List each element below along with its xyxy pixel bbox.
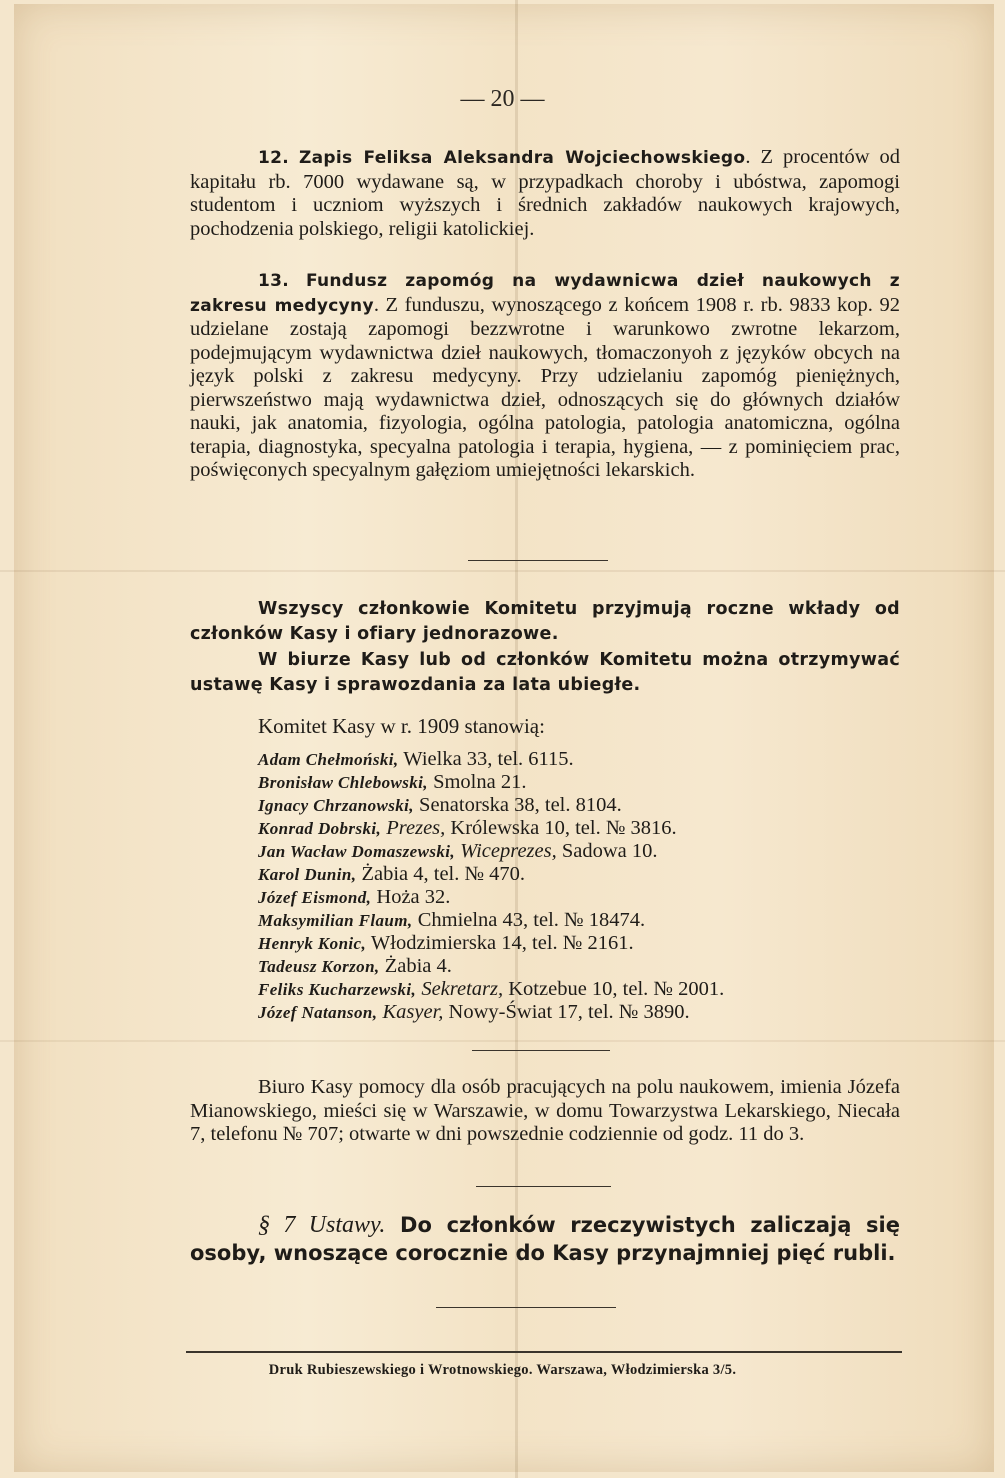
committee-member: Konrad Dobrski, Prezes, Królewska 10, tel. № 3816. [258,817,677,839]
page-number: — 20 — [460,86,545,112]
divider-rule [468,560,608,561]
statute-text: Do członków rzeczywistych zaliczają się osoby, wnoszące corocznie do Kasy przynajmniej pięć rubli. [190,1213,900,1265]
section-12-number: 12. [258,148,290,168]
notice-contributions-text: Wszyscy członkowie Komitetu przyjmują roczne wkłady od członków Kasy i ofiary jednorazowe. [190,599,900,644]
office-information [190,1076,900,1147]
committee-member: Bronisław Chlebowski, Smolna 21. [258,771,527,793]
committee-member: Józef Natanson, Kasyer, Nowy-Świat 17, tel. № 3890. [258,1001,690,1023]
footer-rule [186,1351,902,1353]
office-information-text: Biuro Kasy pomocy dla osób pracujących na polu naukowem, imienia Józefa Mianowskiego, mieści się w Warszawie, w domu Towarzystwa Lekarskiego, Niecała 7, telefonu № 707; otwarte w dni powszednie codziennie od godz. 11 do 3. [190,1076,900,1145]
section-12-text: . Z procentów od kapitału rb. 7000 wydawane są, w przypadkach choroby i ubóstwa, zapomogi studentom i uczniom wyższych i średnich zakładów naukowych krajowych, pochodzenia polskiego, religii katolickiej. [190,146,900,240]
section-13-title: Fundusz zapomóg na wydawnicwa dzieł naukowych z zakresu medycyny [190,271,901,316]
notice-contributions [190,597,900,647]
section-12 [190,146,900,241]
notice-statute-availability [190,648,900,698]
committee-member: Karol Dunin, Żabia 4, tel. № 470. [258,863,526,885]
committee-member: Ignacy Chrzanowski, Senatorska 38, tel. 8104. [258,794,622,816]
committee-member: Henryk Konic, Włodzimierska 14, tel. № 2161. [258,932,634,954]
section-13-number: 13. [258,271,290,291]
committee-member: Jan Wacław Domaszewski, Wiceprezes, Sadowa 10. [258,840,658,862]
section-12-title: Zapis Feliksa Aleksandra Wojciechowskiego [299,148,746,168]
statute-reference: § 7 Ustawy. [258,1212,386,1238]
divider-rule [436,1307,616,1308]
committee-member: Józef Eismond, Hoża 32. [258,886,451,908]
committee-member: Tadeusz Korzon, Żabia 4. [258,955,452,977]
notice-statute-availability-text: W biurze Kasy lub od członków Komitetu można otrzymywać ustawę Kasy i sprawozdania za lata ubiegłe. [190,650,900,695]
committee-heading: Komitet Kasy w r. 1909 stanowią: [258,714,545,738]
divider-rule [476,1186,611,1187]
statute-paragraph [190,1211,900,1267]
printer-imprint: Druk Rubieszewskiego i Wrotnowskiego. Warszawa, Włodzimierska 3/5. [268,1362,737,1378]
divider-rule [472,1050,610,1051]
section-13-text: . Z funduszu, wynoszącego z końcem 1908 r. rb. 9833 kop. 92 udzielane zostają zapomogi bezzwrotne i warunkowo zwrotne lekarzom, podejmującym wydawnictwa dzieł naukowych, tłomaczonyoh z języków obcych na język polski z zakresu medycyny. Przy udzielaniu zapomóg pieniężnych, pierwszeństwo mają wydawnictwa dzieł, odnoszących się do głównych działów nauki, jak anatomia, fizyologia, ogólna patologia, patologia anatomiczna, ogólna terapia, diagnostyka, specyalna patologia i terapia, hygiena, — z pominięciem prac, poświęconych specyalnym gałęziom umiejętności lekarskich. [190,293,900,481]
fold-crease-horizontal [0,570,1005,572]
committee-member: Feliks Kucharzewski, Sekretarz, Kotzebue 10, tel. № 2001. [258,978,725,1000]
committee-member: Maksymilian Flaum, Chmielna 43, tel. № 18474. [258,909,646,931]
committee-member: Adam Chełmoński, Wielka 33, tel. 6115. [258,748,574,770]
section-13 [190,269,900,483]
committee-member-list [258,748,898,1024]
fold-crease-horizontal-lower [0,1040,1005,1042]
